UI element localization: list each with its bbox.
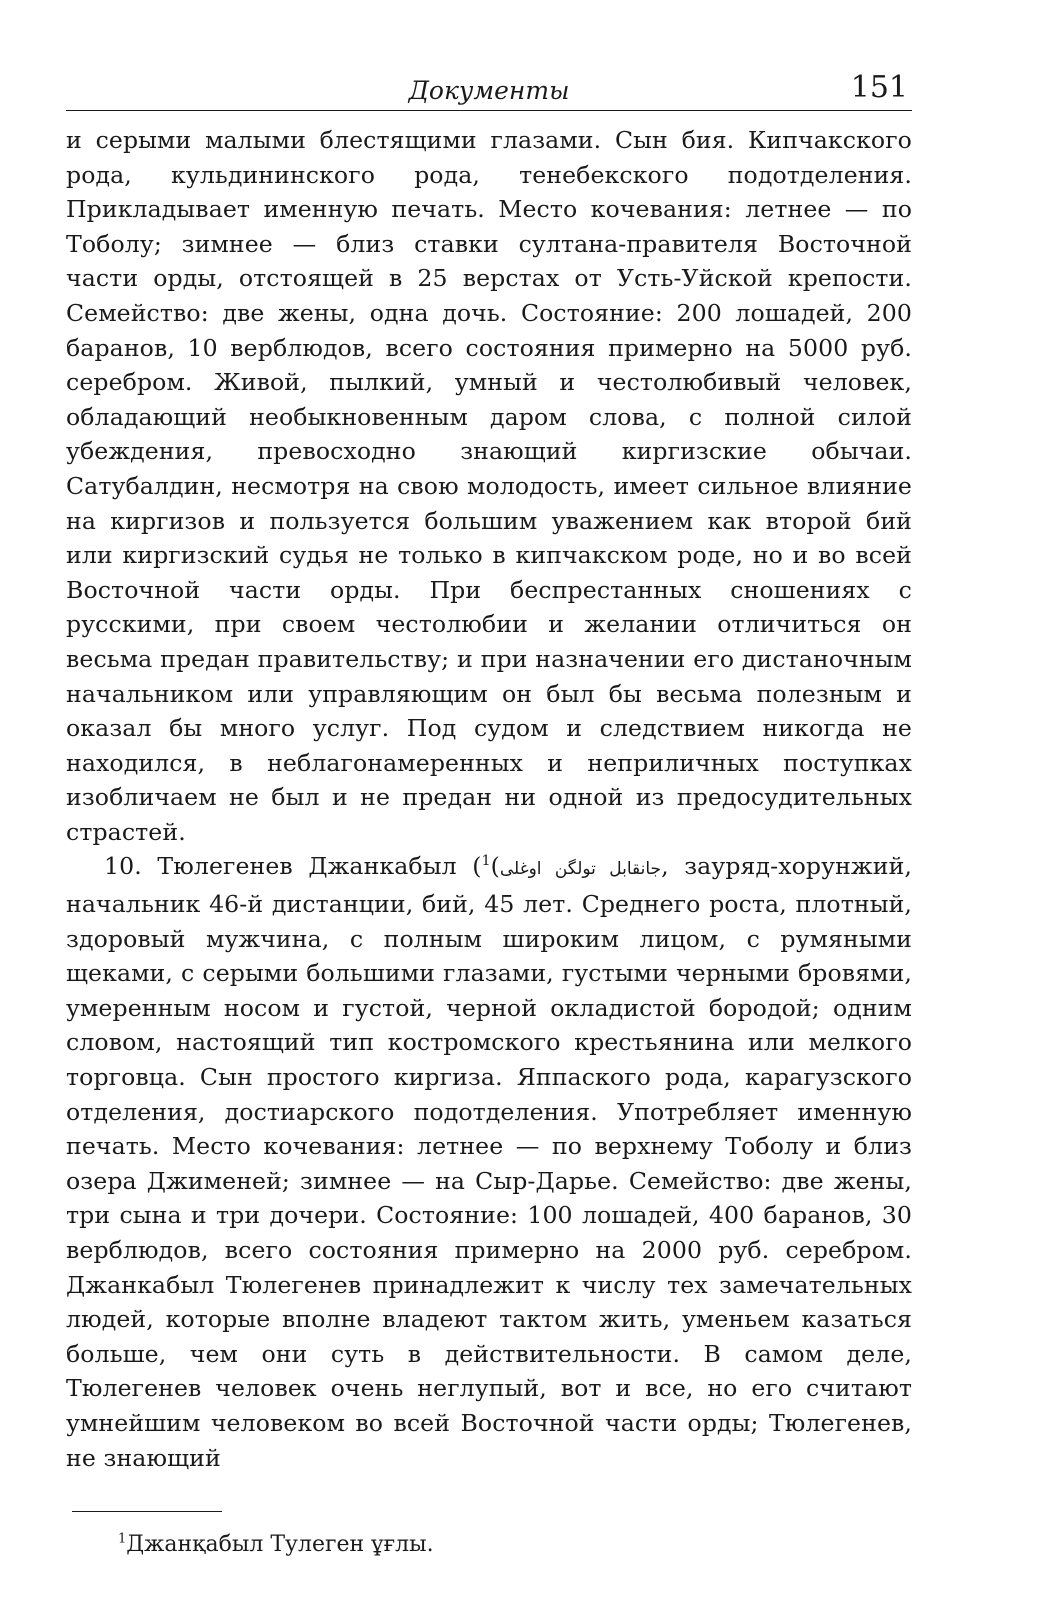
paragraph-entry-10 xyxy=(66,849,912,1475)
footnote-reference: 1 xyxy=(481,853,491,870)
footnote-mark: 1 xyxy=(118,1531,127,1547)
running-header xyxy=(66,66,912,110)
footnote-text: Джанқабыл Тулеген ұғлы. xyxy=(126,1532,434,1558)
paragraph-continuation: и серыми малыми блестящими глазами. Сын бия. Кипчакского рода, кульдининского рода, тенебекского подотделения. Прикладывает именную печать. Место кочевания: летнее — по Тоболу; зимнее — близ ставки султана-правителя Восточной части орды, отстоящей в 25 верстах от Усть-Уйской крепости. Семейство: две жены, одна дочь. Состояние: 200 лошадей, 200 баранов, 10 верблюдов, всего состояния примерно на 5000 руб. серебром. Живой, пылкий, умный и честолюбивый человек, обладающий необыкновенным даром слова, с полной силой убеждения, превосходно знающий киргизские обычаи. Сатубалдин, несмотря на свою молодость, имеет сильное влияние на киргизов и пользуется большим уважением как второй бий или киргизский судья не только в кипчакском роде, но и во всей Восточной части орды. При беспрестанных сношениях с русскими, при своем честолюбии и желании отличиться он весьма предан правительству; и при назначении его дистаночным начальником или управляющим он был бы весьма полезным и оказал бы много услуг. Под судом и следствием никогда не находился, в неблагонамеренных и неприличных поступках изобличаем не был и не предан ни одной из предосудительных страстей. xyxy=(66,126,912,846)
entry-paren-close: ) xyxy=(490,852,500,881)
page-number: 151 xyxy=(850,70,908,105)
header-rule xyxy=(66,110,912,111)
body-text xyxy=(66,123,912,1475)
footnote xyxy=(118,1532,912,1557)
footnote-rule xyxy=(72,1511,222,1512)
running-title: Документы xyxy=(408,76,570,105)
arabic-name: جانقابل تولگن اوغلی xyxy=(499,859,662,880)
entry-lead: 10. Тюлегенев Джанкабыл ( xyxy=(104,852,482,881)
entry-text: , зауряд-хорунжий, начальник 46-й дистанции, бий, 45 лет. Среднего роста, плотный, здоровый мужчина, с полным широким лицом, с румяными щеками, с серыми большими глазами, густыми черными бровями, умеренным носом и густой, черной окладистой бородой; одним словом, настоящий тип костромского крестьянина или мелкого торговца. Сын простого киргиза. Яппаского рода, карагузского отделения, достиарского подотделения. Употребляет именную печать. Место кочевания: летнее — по верхнему Тоболу и близ озера Джименей; зимнее — на Сыр-Дарье. Семейство: две жены, три сына и три дочери. Состояние: 100 лошадей, 400 баранов, 30 верблюдов, всего состояния примерно на 2000 руб. серебром. Джанкабыл Тюлегенев принадлежит к числу тех замечательных людей, которые вполне владеют тактом жить, уменьем казаться больше, чем они суть в действительности. В самом деле, Тюлегенев человек очень неглупый, вот и все, но его считают умнейшим человеком во всей Восточной части орды; Тюлегенев, не знающий xyxy=(66,852,912,1472)
document-page xyxy=(66,66,912,1566)
